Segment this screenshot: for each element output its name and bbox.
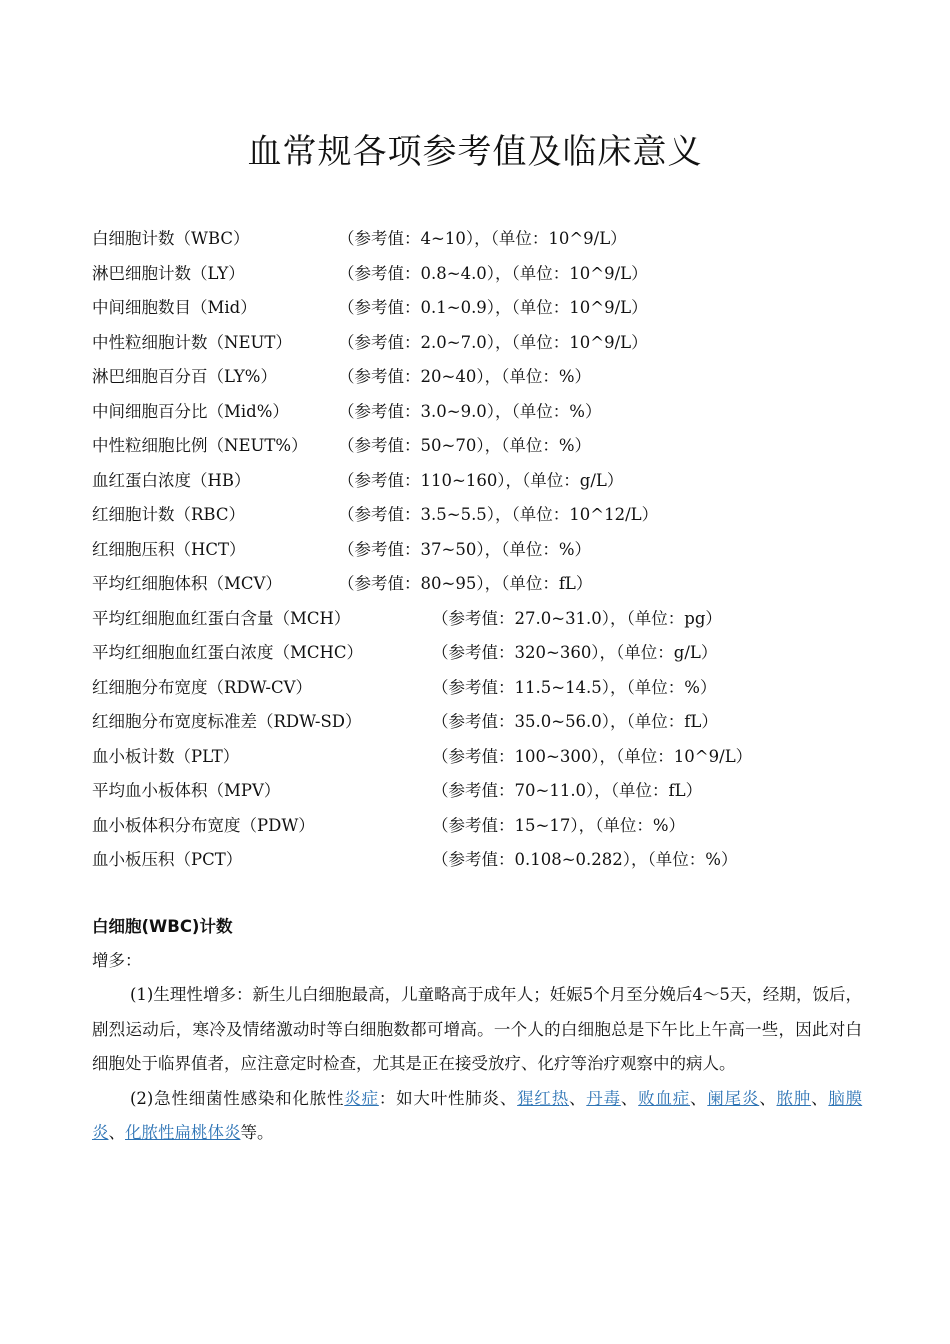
reference-row bbox=[92, 740, 892, 775]
reference-row bbox=[92, 671, 892, 706]
para2-ending: 等。 bbox=[240, 1123, 274, 1142]
reference-row bbox=[92, 222, 892, 257]
separator: 、 bbox=[759, 1088, 777, 1108]
reference-item-name: 淋巴细胞百分百（LY%） bbox=[92, 367, 277, 386]
reference-item-name: 平均红细胞血红蛋白浓度（MCHC） bbox=[92, 643, 364, 662]
reference-values-list bbox=[92, 222, 892, 878]
reference-item-value: （参考值：37~50），（单位：%） bbox=[338, 539, 591, 559]
reference-row bbox=[92, 843, 892, 878]
reference-item-name: 血小板体积分布宽度（PDW） bbox=[92, 815, 315, 835]
increase-subheading: 增多： bbox=[92, 951, 142, 970]
link-abscess[interactable]: 脓肿 bbox=[776, 1088, 812, 1108]
reference-item-name: 平均血小板体积（MPV） bbox=[92, 781, 281, 800]
reference-item-name: 中性粒细胞比例（NEUT%） bbox=[92, 436, 308, 455]
reference-item-name: 平均红细胞血红蛋白含量（MCH） bbox=[92, 608, 351, 628]
para2-colon: ：如大叶性肺炎、 bbox=[378, 1088, 518, 1108]
separator: 、 bbox=[569, 1088, 587, 1108]
reference-item-name: 平均红细胞体积（MCV） bbox=[92, 574, 282, 593]
reference-item-value: （参考值：0.1~0.9），（单位：10^9/L） bbox=[338, 298, 648, 317]
link-appendicitis[interactable]: 阑尾炎 bbox=[707, 1088, 760, 1108]
reference-item-value: （参考值：110~160），（单位：g/L） bbox=[338, 470, 624, 490]
reference-item-value: （参考值：2.0~7.0），（单位：10^9/L） bbox=[338, 332, 648, 352]
section-heading: 白细胞(WBC)计数 bbox=[92, 917, 233, 936]
reference-item-value: （参考值：3.5~5.5），（单位：10^12/L） bbox=[338, 505, 659, 524]
reference-row bbox=[92, 291, 892, 326]
reference-row bbox=[92, 809, 892, 844]
reference-row bbox=[92, 395, 892, 430]
reference-item-value: （参考值：80~95），（单位：fL） bbox=[338, 574, 593, 593]
reference-item-value: （参考值：100~300），（单位：10^9/L） bbox=[432, 746, 753, 766]
separator: 、 bbox=[811, 1088, 829, 1108]
reference-row bbox=[92, 464, 892, 499]
reference-item-value: （参考值：35.0~56.0），（单位：fL） bbox=[432, 712, 718, 731]
reference-item-name: 中间细胞数目（Mid） bbox=[92, 298, 257, 317]
reference-item-name: 白细胞计数（WBC） bbox=[92, 229, 250, 248]
reference-item-value: （参考值：320~360），（单位：g/L） bbox=[432, 643, 718, 662]
link-meningitis[interactable]: 脑膜炎 bbox=[92, 1088, 863, 1142]
reference-item-value: （参考值：11.5~14.5），（单位：%） bbox=[432, 677, 717, 697]
reference-row bbox=[92, 498, 892, 533]
reference-row bbox=[92, 602, 892, 637]
reference-item-value: （参考值：15~17），（单位：%） bbox=[432, 815, 685, 835]
link-scarlet-fever[interactable]: 猩红热 bbox=[517, 1088, 569, 1108]
reference-item-name: 红细胞压积（HCT） bbox=[92, 539, 246, 559]
reference-row bbox=[92, 257, 892, 292]
reference-item-name: 血小板压积（PCT） bbox=[92, 850, 243, 869]
reference-item-value: （参考值：27.0~31.0），（单位：pg） bbox=[432, 608, 722, 628]
reference-item-name: 红细胞分布宽度标准差（RDW-SD） bbox=[92, 712, 362, 731]
reference-item-value: （参考值：70~11.0），（单位：fL） bbox=[432, 781, 703, 800]
link-erysipelas[interactable]: 丹毒 bbox=[586, 1088, 621, 1108]
reference-row bbox=[92, 567, 892, 602]
reference-item-name: 红细胞计数（RBC） bbox=[92, 505, 245, 524]
reference-item-name: 红细胞分布宽度（RDW-CV） bbox=[92, 677, 313, 697]
reference-item-name: 血红蛋白浓度（HB） bbox=[92, 470, 251, 490]
reference-item-value: （参考值：20~40），（单位：%） bbox=[338, 367, 591, 386]
separator: 、 bbox=[690, 1088, 708, 1108]
reference-item-value: （参考值：50~70），（单位：%） bbox=[338, 436, 591, 455]
reference-row bbox=[92, 429, 892, 464]
reference-row bbox=[92, 360, 892, 395]
reference-row bbox=[92, 326, 892, 361]
reference-item-value: （参考值：0.8~4.0），（单位：10^9/L） bbox=[338, 263, 648, 283]
wbc-section bbox=[92, 910, 862, 1151]
physiological-increase-paragraph: (1)生理性增多：新生儿白细胞最高，儿童略高于成年人；妊娠5个月至分娩后4～5天，经期，饭后，剧烈运动后，寒冷及情绪激动时等白细胞数都可增高。一个人的白细胞总是下午比上午高一些，因此对白细胞处于临界值者，应注意定时检查，尤其是正在接受放疗、化疗等治疗观察中的病人。 bbox=[92, 985, 862, 1073]
separator: 、 bbox=[108, 1123, 125, 1142]
reference-item-value: （参考值：0.108~0.282），（单位：%） bbox=[432, 850, 738, 869]
para2-intro: (2)急性细菌性感染和化脓性 bbox=[130, 1088, 345, 1108]
reference-item-name: 中间细胞百分比（Mid%） bbox=[92, 401, 289, 421]
reference-row bbox=[92, 774, 892, 809]
link-purulent-tonsillitis[interactable]: 化脓性扁桃体炎 bbox=[125, 1123, 241, 1142]
link-sepsis[interactable]: 败血症 bbox=[638, 1088, 691, 1108]
reference-item-name: 淋巴细胞计数（LY） bbox=[92, 263, 245, 283]
document-title: 血常规各项参考值及临床意义 bbox=[247, 132, 703, 172]
reference-item-value: （参考值：3.0~9.0），（单位：%） bbox=[338, 401, 602, 421]
reference-row bbox=[92, 636, 892, 671]
separator: 、 bbox=[620, 1088, 639, 1108]
reference-item-name: 血小板计数（PLT） bbox=[92, 746, 240, 766]
reference-row bbox=[92, 705, 892, 740]
reference-row bbox=[92, 533, 892, 568]
reference-item-name: 中性粒细胞计数（NEUT） bbox=[92, 332, 292, 352]
link-inflammation[interactable]: 炎症 bbox=[344, 1088, 379, 1108]
bacterial-infection-paragraph bbox=[92, 1082, 862, 1151]
reference-item-value: （参考值：4~10），（单位：10^9/L） bbox=[338, 229, 627, 248]
